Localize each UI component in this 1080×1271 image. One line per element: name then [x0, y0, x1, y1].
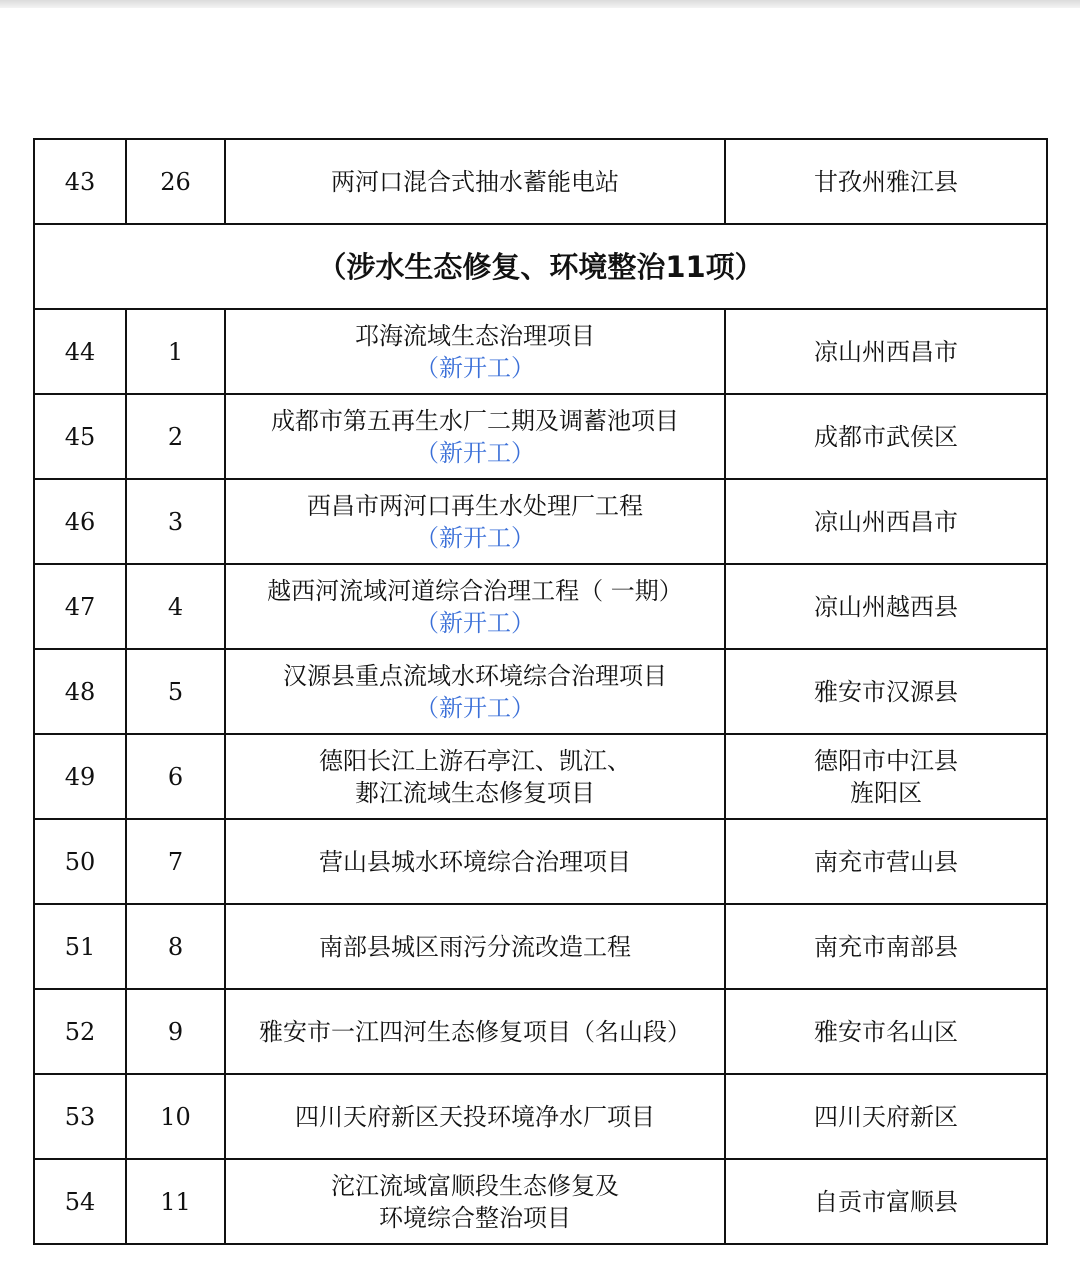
location-line: 凉山州越西县 [814, 592, 958, 621]
serial-number-cell: 44 [34, 309, 126, 394]
category-number-cell: 7 [126, 819, 225, 904]
table-row [34, 1159, 1047, 1244]
project-name-line: 德阳长江上游石亭江、凯江、 [319, 746, 631, 775]
category-number-cell: 4 [126, 564, 225, 649]
location-cell [725, 649, 1047, 734]
project-name-cell [225, 139, 725, 224]
category-number-cell: 2 [126, 394, 225, 479]
location-cell [725, 309, 1047, 394]
project-name-cell [225, 1074, 725, 1159]
project-table-body [34, 139, 1047, 1244]
project-name-line: 汉源县重点流域水环境综合治理项目 [283, 661, 667, 690]
category-number-cell: 8 [126, 904, 225, 989]
table-row [34, 309, 1047, 394]
project-name-line: 成都市第五再生水厂二期及调蓄池项目 [271, 406, 679, 435]
project-name-cell [225, 1159, 725, 1244]
serial-number-cell: 50 [34, 819, 126, 904]
location-line: 甘孜州雅江县 [814, 167, 958, 196]
project-name-cell [225, 734, 725, 819]
project-name-cell [225, 564, 725, 649]
location-line: 雅安市名山区 [814, 1017, 958, 1046]
category-number-cell: 3 [126, 479, 225, 564]
location-line: 凉山州西昌市 [814, 507, 958, 536]
project-name-line: 邛海流域生态治理项目 [355, 321, 595, 350]
category-number-cell: 10 [126, 1074, 225, 1159]
serial-number-cell: 54 [34, 1159, 126, 1244]
project-name-line: 营山县城水环境综合治理项目 [319, 847, 631, 876]
project-name-line: 南部县城区雨污分流改造工程 [319, 932, 631, 961]
section-header-row [34, 224, 1047, 309]
location-line: 雅安市汉源县 [814, 677, 958, 706]
category-number-cell: 26 [126, 139, 225, 224]
table-row [34, 734, 1047, 819]
table-row [34, 139, 1047, 224]
category-number-cell: 6 [126, 734, 225, 819]
location-line: 南充市南部县 [814, 932, 958, 961]
project-name-cell [225, 904, 725, 989]
project-name-line: 雅安市一江四河生态修复项目（名山段） [259, 1017, 691, 1046]
new-construction-note: （新开工） [415, 693, 535, 722]
table-row [34, 904, 1047, 989]
table-row [34, 564, 1047, 649]
category-number-cell: 5 [126, 649, 225, 734]
serial-number-cell: 49 [34, 734, 126, 819]
section-title: （涉水生态修复、环境整治11项） [34, 224, 1047, 309]
project-table [33, 138, 1048, 1245]
location-line: 德阳市中江县 [814, 746, 958, 775]
project-name-line: 四川天府新区天投环境净水厂项目 [295, 1102, 655, 1131]
new-construction-note: （新开工） [415, 438, 535, 467]
new-construction-note: （新开工） [415, 353, 535, 382]
table-row [34, 1074, 1047, 1159]
top-shadow-bar [0, 0, 1080, 8]
project-name-cell [225, 309, 725, 394]
table-row [34, 479, 1047, 564]
category-number-cell: 11 [126, 1159, 225, 1244]
project-name-cell [225, 819, 725, 904]
project-name-cell [225, 394, 725, 479]
serial-number-cell: 51 [34, 904, 126, 989]
location-cell [725, 734, 1047, 819]
project-name-line: 西昌市两河口再生水处理厂工程 [307, 491, 643, 520]
table-row [34, 819, 1047, 904]
location-cell [725, 1159, 1047, 1244]
location-cell [725, 564, 1047, 649]
serial-number-cell: 52 [34, 989, 126, 1074]
project-name-cell [225, 649, 725, 734]
table-row [34, 394, 1047, 479]
project-name-line: 环境综合整治项目 [379, 1203, 571, 1232]
location-line: 南充市营山县 [814, 847, 958, 876]
location-line: 四川天府新区 [814, 1102, 958, 1131]
location-cell [725, 819, 1047, 904]
new-construction-note: （新开工） [415, 608, 535, 637]
serial-number-cell: 46 [34, 479, 126, 564]
project-name-cell [225, 989, 725, 1074]
serial-number-cell: 45 [34, 394, 126, 479]
location-line: 凉山州西昌市 [814, 337, 958, 366]
project-name-line: 沱江流域富顺段生态修复及 [331, 1171, 619, 1200]
location-cell [725, 904, 1047, 989]
project-name-line: 两河口混合式抽水蓄能电站 [331, 167, 619, 196]
table-row [34, 649, 1047, 734]
table-row [34, 989, 1047, 1074]
location-line: 成都市武侯区 [814, 422, 958, 451]
category-number-cell: 1 [126, 309, 225, 394]
location-cell [725, 479, 1047, 564]
project-name-cell [225, 479, 725, 564]
location-line: 旌阳区 [850, 778, 922, 807]
location-cell [725, 394, 1047, 479]
serial-number-cell: 47 [34, 564, 126, 649]
serial-number-cell: 48 [34, 649, 126, 734]
serial-number-cell: 53 [34, 1074, 126, 1159]
new-construction-note: （新开工） [415, 523, 535, 552]
location-cell [725, 1074, 1047, 1159]
serial-number-cell: 43 [34, 139, 126, 224]
project-name-line: 郪江流域生态修复项目 [355, 778, 595, 807]
category-number-cell: 9 [126, 989, 225, 1074]
location-cell [725, 139, 1047, 224]
location-line: 自贡市富顺县 [814, 1187, 958, 1216]
location-cell [725, 989, 1047, 1074]
project-name-line: 越西河流域河道综合治理工程（ 一期） [267, 576, 683, 605]
